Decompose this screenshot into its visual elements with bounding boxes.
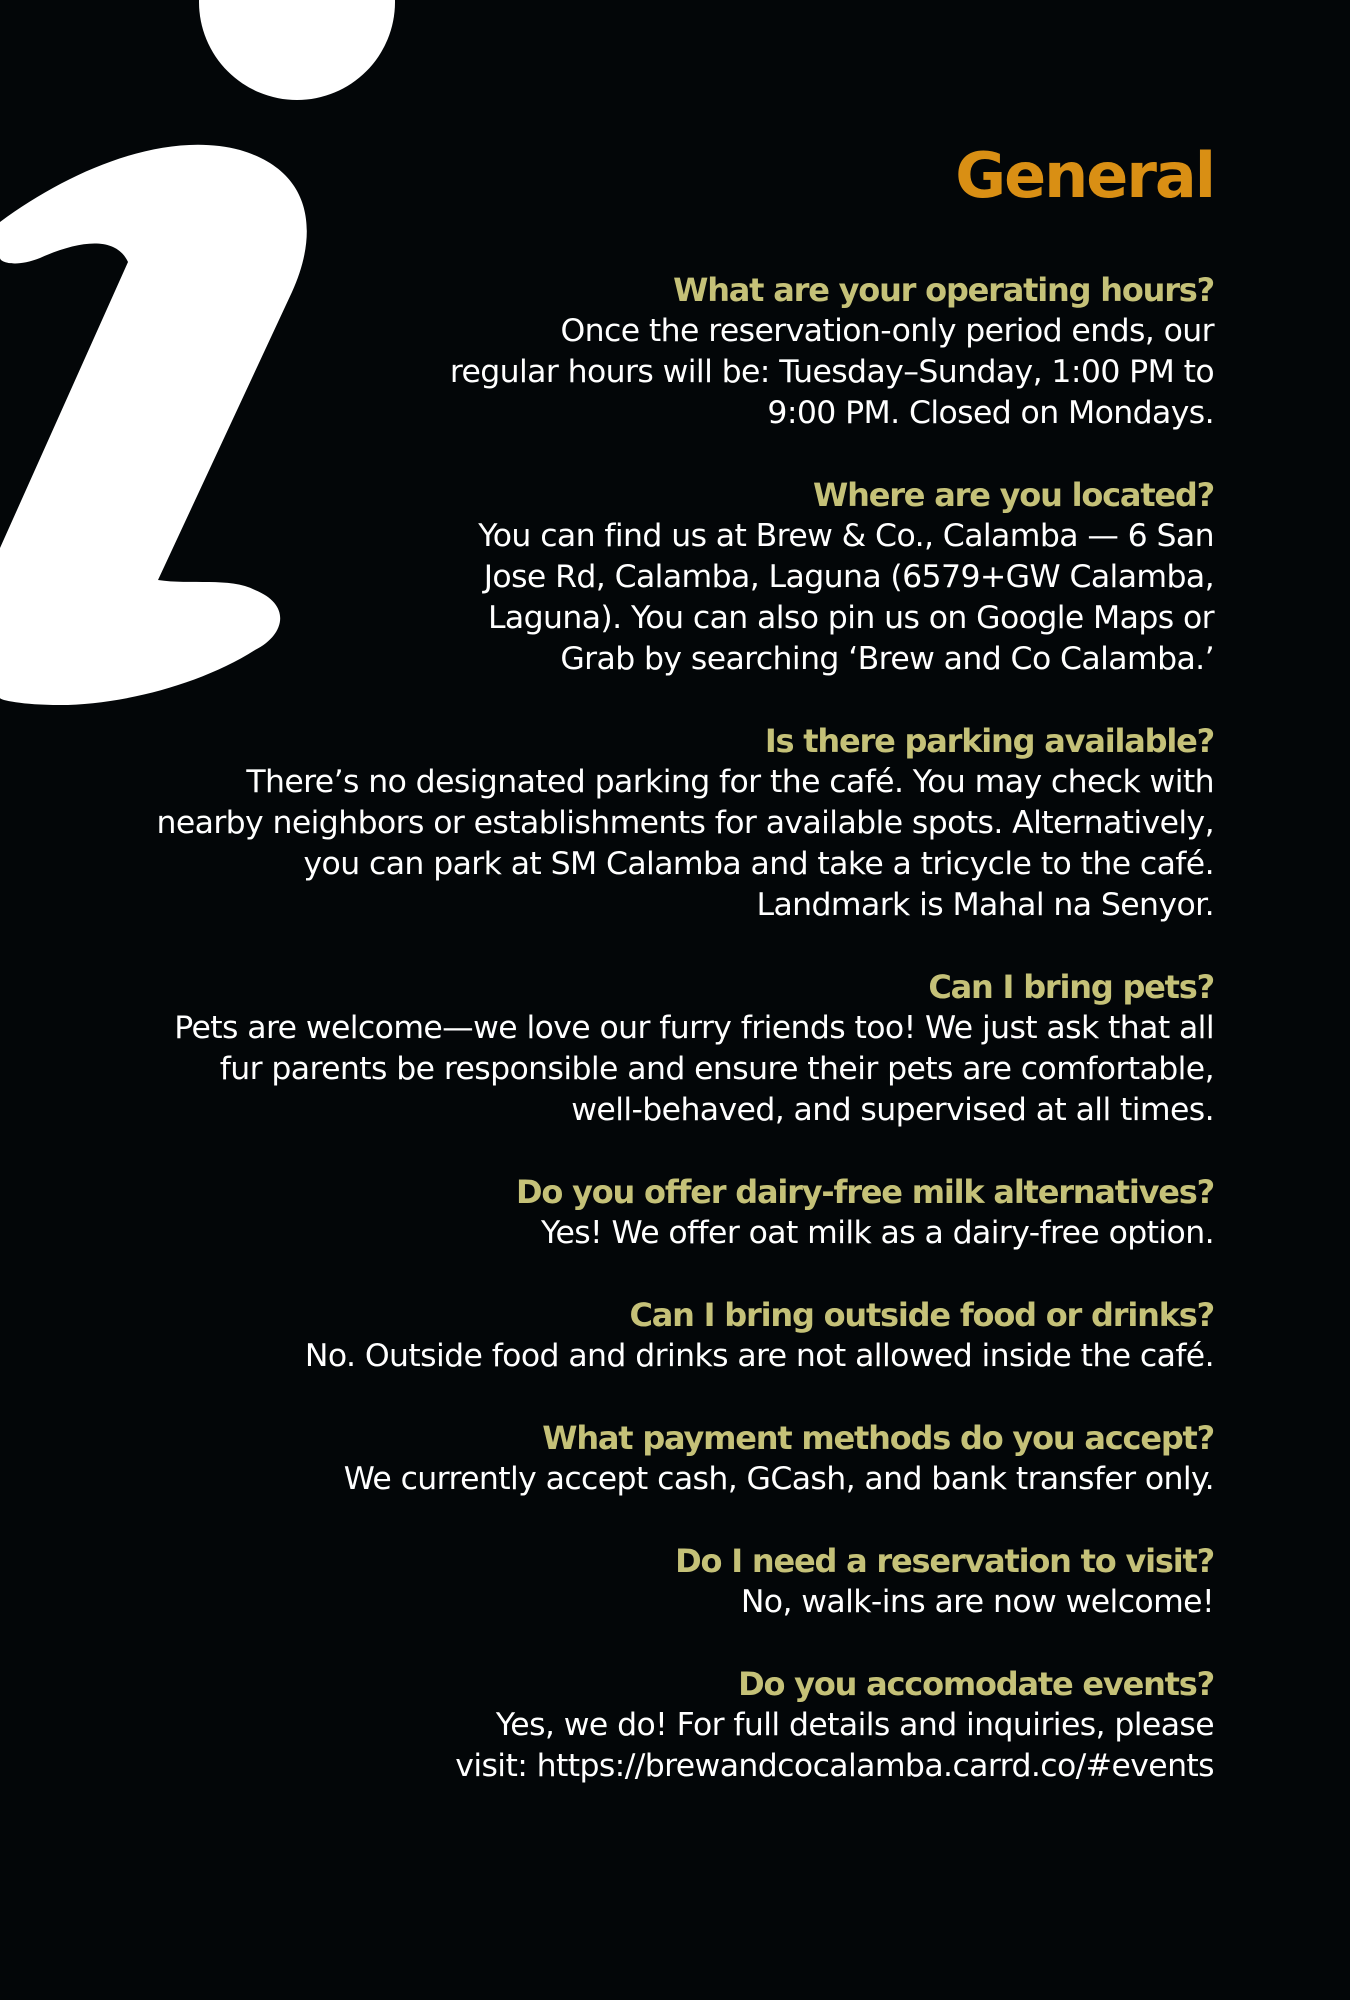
faq-answer: Pets are welcome—we love our furry friends too! We just ask that all fur parents be responsible and ensure their pets are comfortable, well-behaved, and supervised at all times. [174,1010,1214,1128]
faq-item-events [154,1664,1214,1787]
faq-answer: You can find us at Brew & Co., Calamba — 6 San Jose Rd, Calamba, Laguna (6579+GW Calamba, Laguna). You can also pin us on Google Maps or Grab by searching ‘Brew and Co Calamba.’ [478,518,1214,677]
info-icon-dot [199,0,395,100]
faq-item-outside-food [154,1295,1214,1377]
faq-section [154,138,1214,1828]
faq-answer: Once the reservation-only period ends, our regular hours will be: Tuesday–Sunday, 1:00 PM to 9:00 PM. Closed on Mondays. [449,313,1214,431]
faq-item-location [154,475,1214,680]
faq-question: Can I bring outside food or drinks? [629,1296,1214,1334]
faq-answer: No, walk-ins are now welcome! [740,1584,1214,1620]
faq-item-dairy-free [154,1172,1214,1254]
page-title: General [955,139,1214,212]
faq-question: Is there parking available? [764,722,1214,760]
faq-question: Can I bring pets? [928,968,1214,1006]
faq-item-payment [154,1418,1214,1500]
faq-question: Where are you located? [813,476,1214,514]
faq-answer: Yes! We offer oat milk as a dairy-free option. [541,1215,1214,1251]
faq-answer: Yes, we do! For full details and inquiries, please visit: https://brewandcocalamba.carrd.co/#events [455,1707,1214,1784]
faq-question: Do you offer dairy-free milk alternatives? [515,1173,1214,1211]
faq-item-pets [154,967,1214,1131]
faq-question: What are your operating hours? [673,271,1214,309]
faq-answer: No. Outside food and drinks are not allowed inside the café. [304,1338,1214,1374]
faq-item-reservation [154,1541,1214,1623]
faq-item-parking [154,721,1214,926]
faq-answer: There’s no designated parking for the café. You may check with nearby neighbors or establishments for available spots. Alternatively, you can park at SM Calamba and take a tricycle to the café. Landmark is Mahal na Senyor. [156,764,1214,923]
faq-question: Do you accomodate events? [738,1665,1214,1703]
faq-item-hours [154,270,1214,434]
faq-question: What payment methods do you accept? [542,1419,1214,1457]
faq-question: Do I need a reservation to visit? [675,1542,1214,1580]
faq-answer: We currently accept cash, GCash, and bank transfer only. [343,1461,1214,1497]
